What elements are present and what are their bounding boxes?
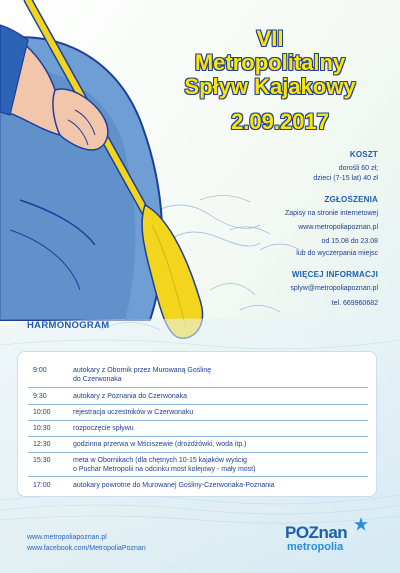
schedule-desc: rozpoczęcie spływu xyxy=(73,425,134,432)
registration-info: Zapisy na stronie internetowej xyxy=(285,210,378,217)
more-info-heading: WIĘCEJ INFORMACJI xyxy=(291,270,378,279)
registration-heading: ZGŁOSZENIA xyxy=(324,195,378,204)
schedule-desc: autokary powrotne do Murowanej Gośliny-Czerwonaka-Poznania xyxy=(73,482,275,489)
schedule-time: 9:00 xyxy=(33,367,47,374)
cost-adults: dorośli 60 zł; xyxy=(338,165,378,172)
schedule-time: 10:00 xyxy=(33,409,51,416)
cost-section xyxy=(313,150,378,184)
schedule-desc-cont: o Puchar Metropolii na odcinku most kolejowy - mały most) xyxy=(73,466,256,473)
title-edition: VII xyxy=(256,26,284,51)
footer-facebook-link[interactable]: www.facebook.com/MetropoliaPoznan xyxy=(27,545,146,552)
schedule-time: 9:30 xyxy=(33,393,47,400)
schedule-time: 10:30 xyxy=(33,425,51,432)
logo-poznan-text: POZnan xyxy=(285,523,348,542)
cost-children: dzieci (7-15 lat) 40 zł xyxy=(313,175,378,182)
schedule-desc-cont: do Czerwonaka xyxy=(73,376,122,383)
title-line-1: Metropolitalny xyxy=(194,50,346,75)
schedule-divider xyxy=(28,436,368,437)
registration-section xyxy=(285,195,378,259)
registration-dates: od 15.08 do 23.08 xyxy=(321,238,378,245)
more-info-section xyxy=(290,270,378,309)
logo-metropolia-text: metropolia xyxy=(287,541,344,553)
schedule-divider xyxy=(28,404,368,405)
event-date: 2.09.2017 xyxy=(231,109,329,134)
registration-limit: lub do wyczerpania miejsc xyxy=(296,250,378,257)
schedule-desc: autokary z Poznania do Czerwonaka xyxy=(73,393,188,400)
registration-website-link[interactable]: www.metropoliapoznan.pl xyxy=(298,224,378,231)
schedule-divider xyxy=(28,420,368,421)
cost-heading: KOSZT xyxy=(349,150,378,159)
contact-phone: tel. 669960682 xyxy=(331,300,378,307)
logo-star-icon xyxy=(354,517,368,531)
schedule-time: 17:00 xyxy=(33,482,51,489)
title-line-2: Spływ Kajakowy xyxy=(184,74,356,99)
footer-website-link[interactable]: www.metropoliapoznan.pl xyxy=(27,534,107,541)
schedule-box xyxy=(17,351,377,497)
schedule-divider xyxy=(28,387,368,388)
schedule-desc: rejestracja uczestników w Czerwonaku xyxy=(73,409,194,416)
schedule-time: 12:30 xyxy=(33,441,51,448)
schedule-divider xyxy=(28,476,368,477)
schedule-divider xyxy=(28,452,368,453)
schedule-time: 15:30 xyxy=(33,457,51,464)
schedule-desc: godzinna przerwa w Mściszewie (drożdżówki, woda itp.) xyxy=(73,441,247,448)
contact-email-link[interactable]: splyw@metropoliapoznan.pl xyxy=(290,285,378,292)
schedule-desc: autokary z Obornik przez Murowaną Goślinę xyxy=(73,367,212,374)
schedule-heading: HARMONOGRAM xyxy=(27,320,110,331)
schedule-desc: meta w Obornikach (dla chętnych 10-15 kajaków wyścig xyxy=(73,457,247,464)
